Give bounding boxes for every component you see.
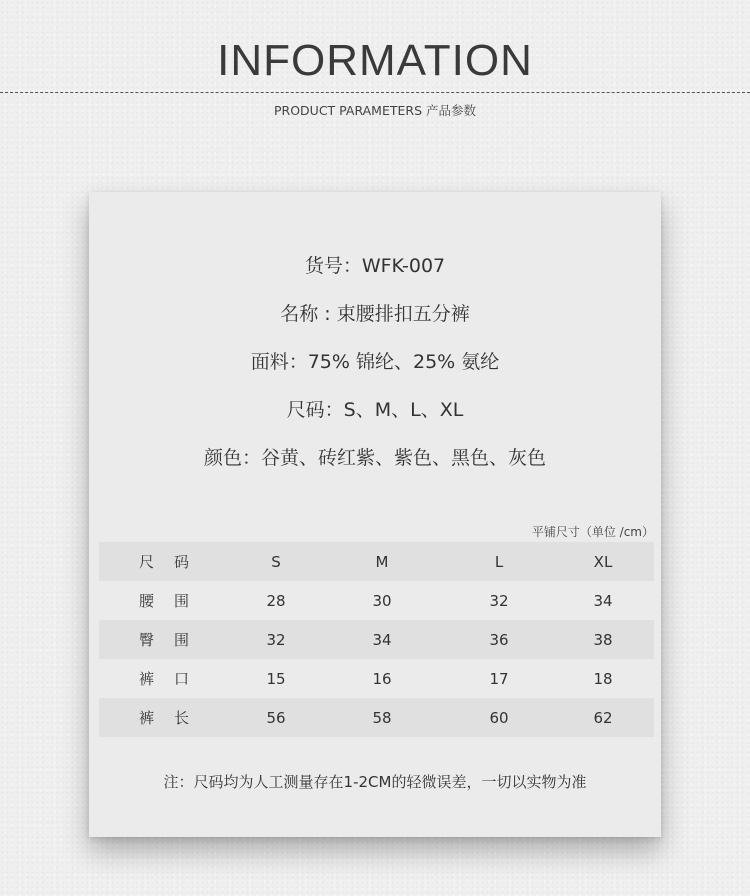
table-cell: 18 (593, 669, 613, 688)
row-label-char: 围 (174, 631, 190, 649)
row-label-char: 尺 (139, 553, 155, 571)
table-cell: 32 (266, 630, 286, 649)
measurement-footnote: 注：尺码均为人工测量存在1-2CM的轻微误差，一切以实物为准 (163, 773, 587, 791)
table-row (99, 659, 654, 698)
row-label (99, 629, 209, 650)
table-cell: 56 (266, 708, 286, 727)
dashed-divider (0, 92, 750, 93)
page-title: INFORMATION (217, 36, 533, 85)
row-label (99, 590, 209, 611)
row-label-char: 裤 (139, 670, 155, 688)
available-sizes: 尺码：S、M、L、XL (286, 399, 464, 421)
table-cell: 32 (489, 591, 509, 610)
table-cell: 28 (266, 591, 286, 610)
table-cell: 60 (489, 708, 509, 727)
table-cell: 62 (593, 708, 613, 727)
row-label-char: 码 (174, 553, 190, 571)
table-cell: 34 (372, 630, 392, 649)
product-name: 名称 : 束腰排扣五分裤 (280, 303, 470, 325)
table-cell: 16 (372, 669, 392, 688)
table-cell: M (375, 552, 389, 571)
table-row (99, 581, 654, 620)
row-label (99, 707, 209, 728)
table-cell: 38 (593, 630, 613, 649)
row-label-char: 围 (174, 592, 190, 610)
size-table (99, 542, 654, 737)
table-cell: L (494, 552, 504, 571)
table-cell: 34 (593, 591, 613, 610)
item-number: 货号：WFK-007 (304, 255, 446, 277)
product-info-list (89, 242, 661, 482)
row-label-char: 腰 (139, 592, 155, 610)
row-label-char: 口 (174, 670, 190, 688)
row-label (99, 668, 209, 689)
fabric-composition: 面料：75% 锦纶、25% 氨纶 (250, 351, 500, 373)
table-header-row (99, 542, 654, 581)
table-cell: 30 (372, 591, 392, 610)
unit-note: 平铺尺寸（单位 /cm） (531, 525, 654, 539)
table-cell: 36 (489, 630, 509, 649)
table-row (99, 620, 654, 659)
table-cell: 15 (266, 669, 286, 688)
table-row (99, 698, 654, 737)
row-label (99, 551, 209, 572)
table-cell: S (271, 552, 281, 571)
row-label-char: 长 (174, 709, 190, 727)
row-label-char: 裤 (139, 709, 155, 727)
product-info-card (89, 192, 661, 837)
page-subtitle: PRODUCT PARAMETERS 产品参数 (273, 103, 476, 118)
available-colors: 颜色：谷黄、砖红紫、紫色、黑色、灰色 (203, 447, 546, 469)
table-cell: 17 (489, 669, 509, 688)
table-cell: 58 (372, 708, 392, 727)
row-label-char: 臀 (139, 631, 155, 649)
table-cell: XL (593, 552, 613, 571)
